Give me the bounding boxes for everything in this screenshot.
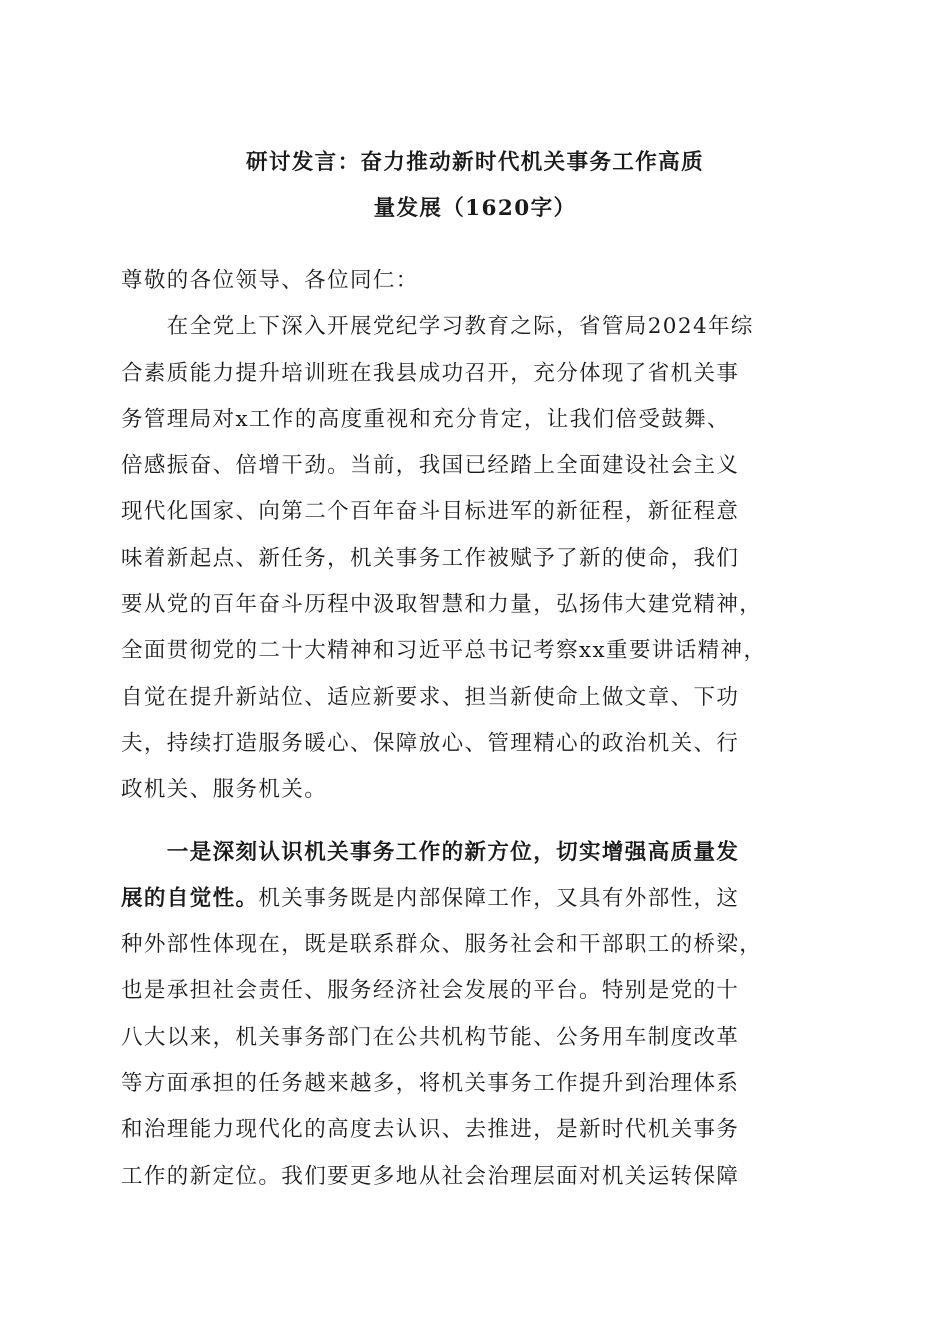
paragraph-gap xyxy=(121,814,833,830)
paragraph-line: 自觉在提升新站位、适应新要求、担当新使命上做文章、下功 xyxy=(121,684,740,710)
title-line: 量发展（1620字） xyxy=(373,196,577,222)
paragraph-line: 政机关、服务机关。 xyxy=(121,777,328,803)
paragraph-text: 机关事务既是内部保障工作，又具有外部性，这 xyxy=(258,885,740,911)
paragraph-line: 种外部性体现在，既是联系群众、服务社会和干部职工的桥梁， xyxy=(121,932,763,958)
paragraph-line: 要从党的百年奋斗历程中汲取智慧和力量，弘扬伟大建党精神， xyxy=(121,592,763,618)
document-title xyxy=(110,140,840,233)
paragraph-line xyxy=(121,876,833,922)
section-heading-end: 展的自觉性。 xyxy=(121,885,259,911)
paragraph-2 xyxy=(121,830,833,1200)
salutation: 尊敬的各位领导、各位同仁： xyxy=(121,268,419,293)
paragraph-line: 等方面承担的任务越来越多，将机关事务工作提升到治理体系 xyxy=(121,1071,740,1097)
paragraph-line: 味着新起点、新任务，机关事务工作被赋予了新的使命，我们 xyxy=(121,545,740,571)
paragraph-1 xyxy=(121,304,833,813)
paragraph-line: 八大以来，机关事务部门在公共机构节能、公务用车制度改革 xyxy=(121,1024,740,1050)
paragraph-line: 工作的新定位。我们要更多地从社会治理层面对机关运转保障 xyxy=(121,1163,740,1189)
paragraph-line: 倍感振奋、倍增干劲。当前，我国已经踏上全面建设社会主义 xyxy=(121,453,740,479)
paragraph-line: 在全党上下深入开展党纪学习教育之际，省管局2024年综 xyxy=(121,314,754,340)
paragraph-line: 全面贯彻党的二十大精神和习近平总书记考察xx重要讲话精神， xyxy=(121,638,767,664)
paragraph-line: 和治理能力现代化的高度去认识、去推进，是新时代机关事务 xyxy=(121,1117,740,1143)
title-line: 研讨发言：奋力推动新时代机关事务工作高质 xyxy=(245,150,704,175)
paragraph-line: 务管理局对x工作的高度重视和充分肯定，让我们倍受鼓舞、 xyxy=(121,406,730,432)
paragraph-line: 现代化国家、向第二个百年奋斗目标进军的新征程，新征程意 xyxy=(121,499,740,525)
section-heading-line: 一是深刻认识机关事务工作的新方位，切实增强高质量发 xyxy=(121,839,740,865)
paragraph-line: 合素质能力提升培训班在我县成功召开，充分体现了省机关事 xyxy=(121,360,740,386)
document-body xyxy=(121,258,833,1200)
paragraph-line: 夫，持续打造服务暖心、保障放心、管理精心的政治机关、行 xyxy=(121,730,740,756)
paragraph-line: 也是承担社会责任、服务经济社会发展的平台。特别是党的十 xyxy=(121,978,740,1004)
